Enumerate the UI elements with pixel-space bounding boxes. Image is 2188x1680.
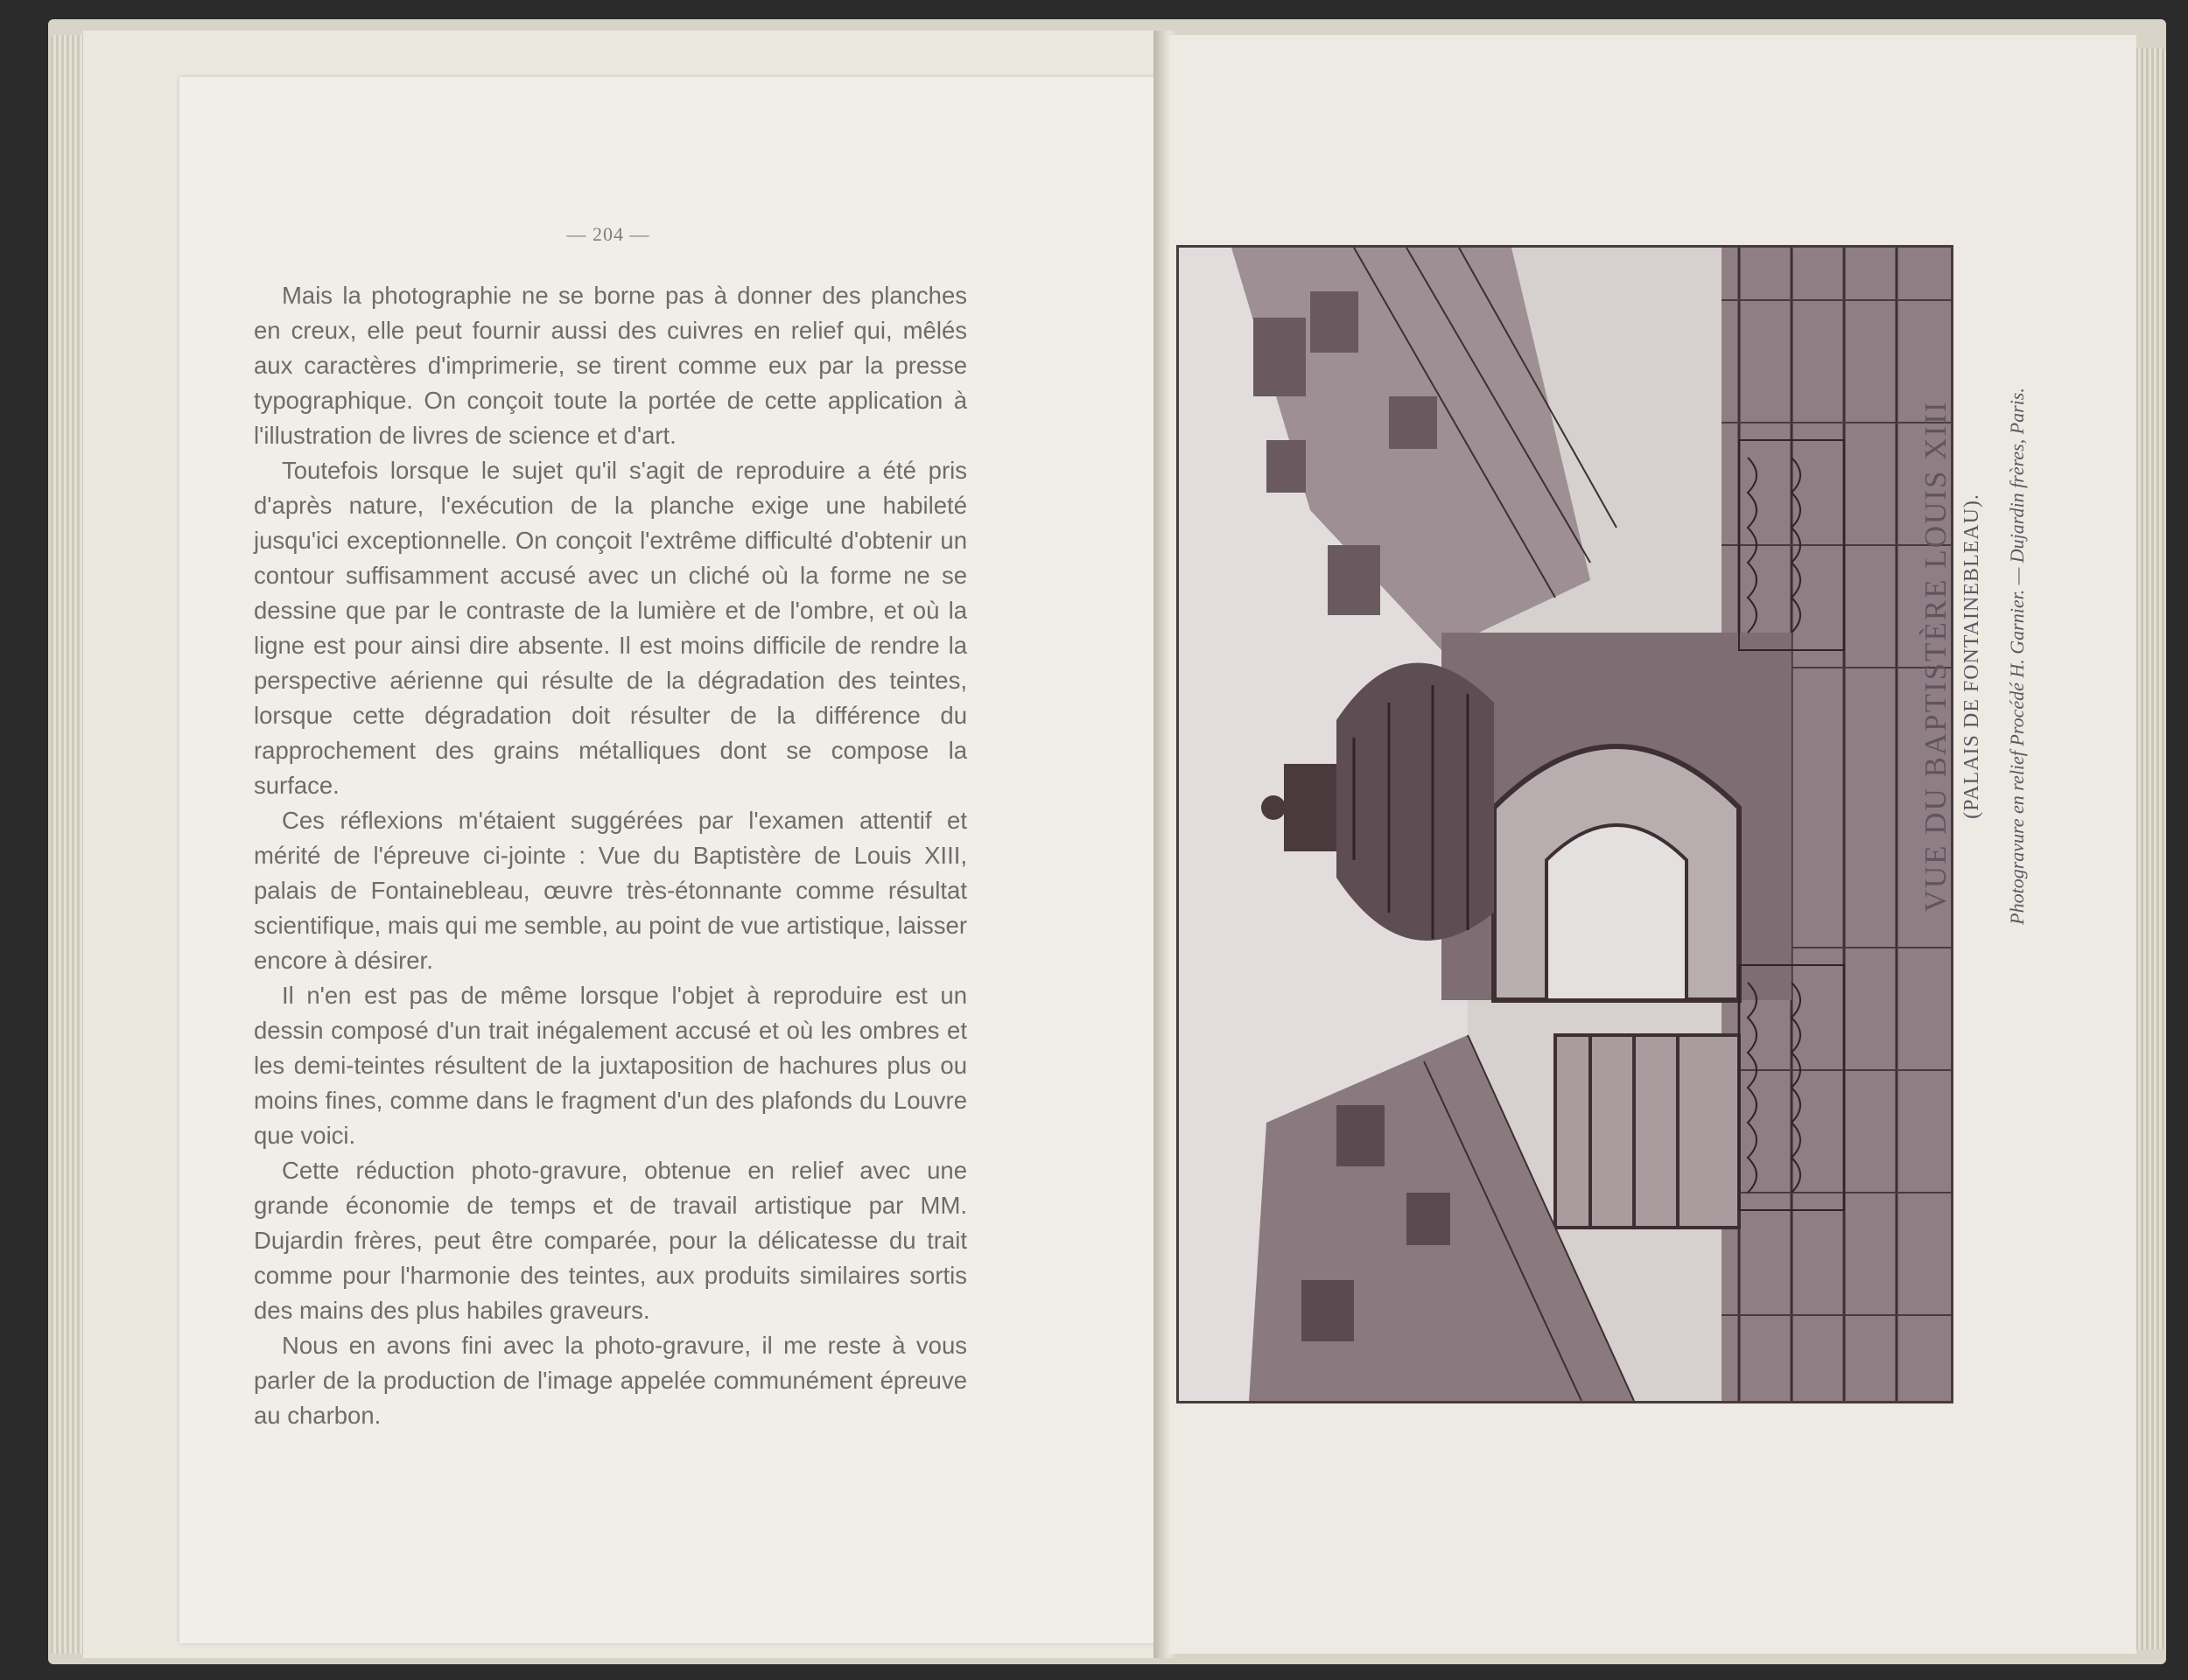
baptistery-illustration	[1179, 248, 1951, 1401]
paragraph: Toutefois lorsque le sujet qu'il s'agit de reproduire a été pris d'après nature, l'exécution de la planche exige une habileté jusqu'ici exceptionnelle. On conçoit l'extrême difficulté d'obtenir un contour suffisamment accusé avec un cliché où la forme ne se dessine que par le contraste de la lumière et de l'ombre, et où la ligne est pour ainsi dire absente. Il est moins difficile de rendre la perspective aérienne qui résulte de la dégradation des teintes, lorsque cette dégradation doit résulter de la différence du rapprochement des grains métalliques dont se compose la surface.	[254, 457, 967, 799]
page-number: — 204 —	[566, 223, 650, 245]
paragraph: Ces réflexions m'étaient suggérées par l'examen attentif et mérité de l'épreuve ci-jointe : Vue du Baptistère de Louis XIII, palais de Fontainebleau, œuvre très-étonnante comme résultat scientifique, mais qui me semble, au point de vue artistique, laisser encore à désirer.	[254, 807, 967, 974]
caption-title: VUE DU BAPTISTÈRE LOUIS XIII	[1918, 400, 1953, 913]
page-edges-left	[51, 35, 86, 1654]
paragraph: Cette réduction photo-gravure, obtenue en relief avec une grande économie de temps et de travail artistique par MM. Dujardin frères, peut être comparée, pour la délicatesse du trait comme pour l'harmonie des teintes, aux produits similaires sortis des mains des plus habiles graveurs.	[254, 1157, 967, 1324]
caption-subtitle: (PALAIS DE FONTAINEBLEAU).	[1960, 494, 1983, 819]
plate-caption	[1918, 0, 2028, 1050]
photogravure-plate	[1176, 245, 1953, 1404]
body-text	[254, 278, 967, 1433]
paragraph: Mais la photographie ne se borne pas à donner des planches en creux, elle peut fournir aussi des cuivres en relief qui, mêlés aux caractères d'imprimerie, se tirent comme eux par la presse typographique. On conçoit toute la portée de cette application à l'illustration de livres de science et d'art.	[254, 282, 967, 449]
paragraph: Nous en avons fini avec la photo-gravure, il me reste à vous parler de la production de l'image appelée communément épreuve au charbon.	[254, 1332, 967, 1429]
caption-credit: Photogravure en relief Procédé H. Garnier. — Dujardin frères, Paris.	[2006, 388, 2028, 925]
paragraph: Il n'en est pas de même lorsque l'objet à reproduire est un dessin composé d'un trait inégalement accusé et où les ombres et les demi-teintes résultent de la juxtaposition de hachures plus ou moins fines, comme dans le fragment d'un des plafonds du Louvre que voici.	[254, 982, 967, 1149]
